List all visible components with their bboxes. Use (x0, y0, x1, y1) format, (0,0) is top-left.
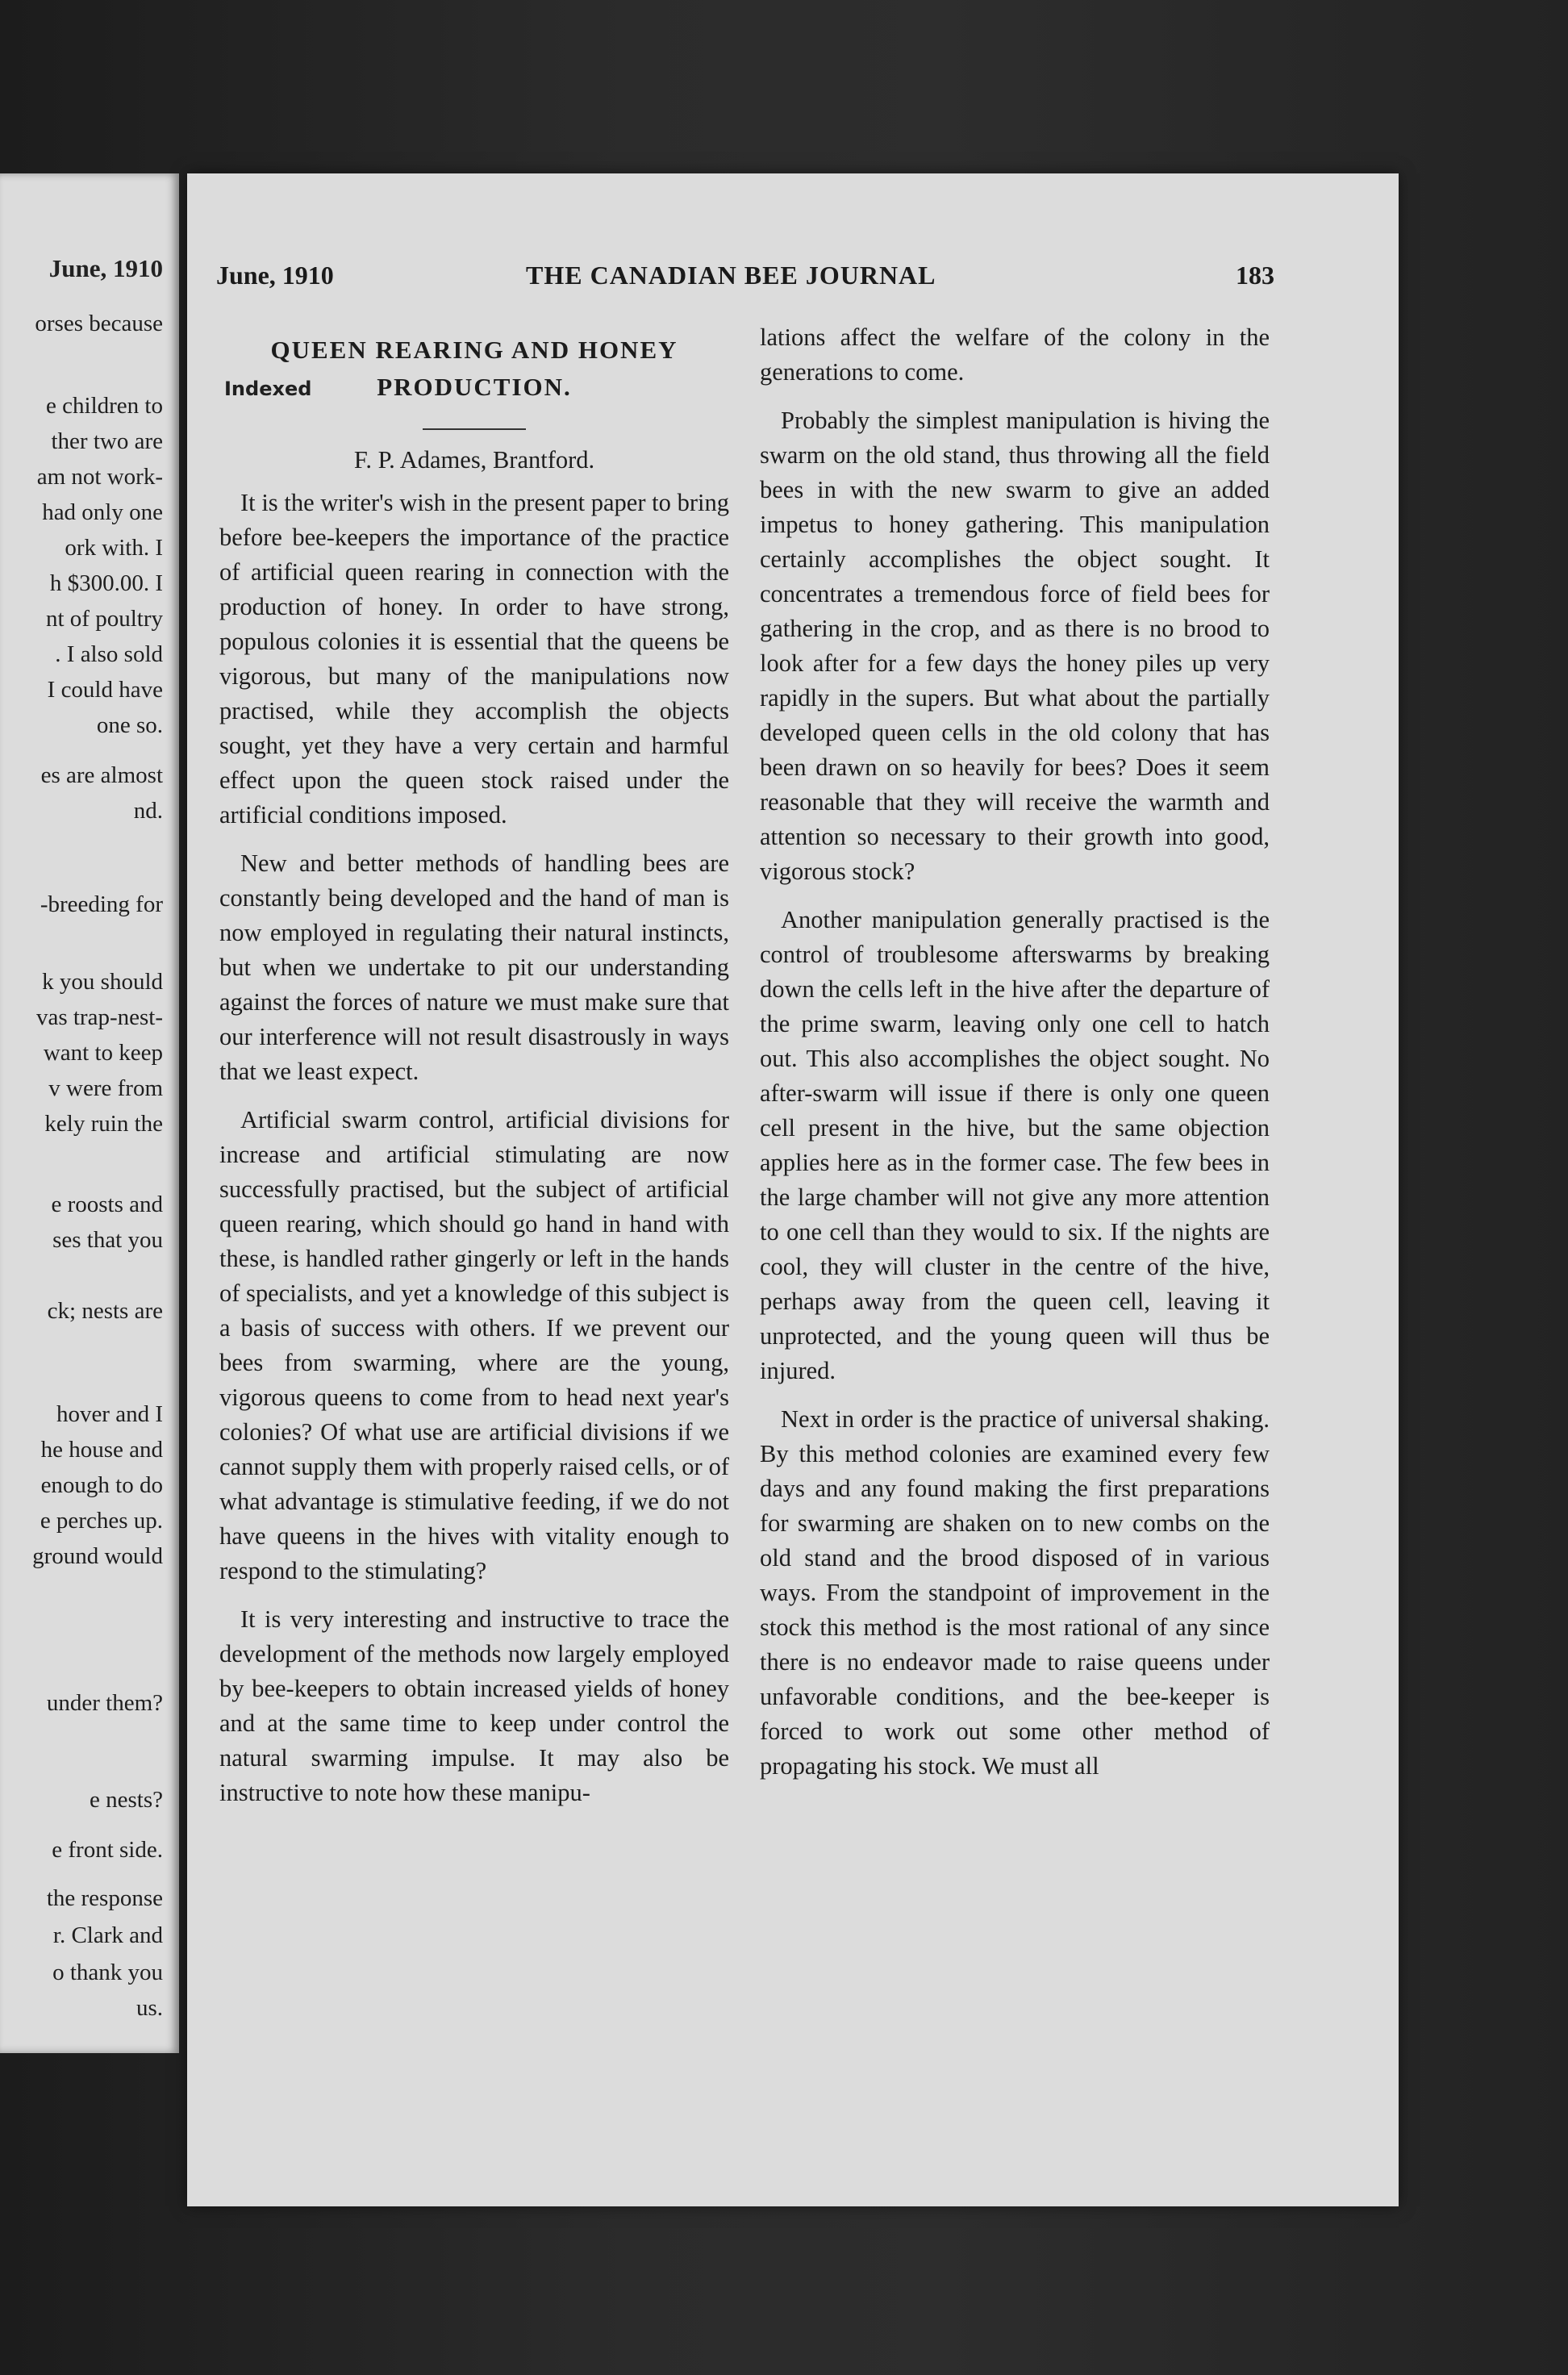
paragraph: New and better methods of handling bees are constantly being developed and the hand of man is now employed in regulating their natural instincts, but when we undertake to pit our understanding against the forces of nature we must make sure that our interference will not result disastrously in ways that we least expect. (219, 849, 729, 1085)
paragraph: It is the writer's wish in the present paper to bring before bee-keepers the importance of the practice of artificial queen rearing in connection with the production of honey. In order to have strong, populous colonies it is essential that the queens be vigorous, but many of the manipulations now practised, while they accomplish the objects sought, yet they have a very certain and harmful effect upon the queen stock raised under the artificial conditions imposed. (219, 489, 729, 829)
page-number: 183 (1236, 261, 1274, 290)
previous-page-line: ground would (32, 1543, 163, 1569)
previous-page-line: kely ruin the (44, 1111, 163, 1137)
running-head-date: June, 1910 (216, 261, 334, 290)
previous-page-line: hover and I (56, 1401, 163, 1427)
previous-page-header: June, 1910 (48, 254, 163, 282)
previous-page-line: e nests? (90, 1787, 163, 1813)
article-title-text: QUEEN REARING AND HONEY PRODUCTION. (270, 336, 678, 401)
title-rule (423, 428, 526, 430)
indexed-stamp: Indexed (224, 378, 312, 400)
previous-page-line: ork with. I (65, 535, 163, 561)
previous-page-line: nd. (133, 798, 163, 824)
paragraph: Next in order is the practice of universal shaking. By this method colonies are examined every few days and any found making the first preparations for swarming are shaken on to new combs on the old stand and the brood disposed of in various ways. From the standpoint of improvement in the stock this method is the most rational of any since there is no endeavor made to raise queens under unfavorable conditions, and the bee-keeper is forced to work out some other method of propagating his stock. We must all (760, 1405, 1270, 1780)
paragraph: It is very interesting and instructive to trace the development of the methods now largely employed by bee-keepers to obtain increased yields of honey and at the same time to keep under control the natural swarming impulse. It may also be instructive to note how these manipu- (219, 1605, 729, 1806)
previous-page-line: orses because (35, 311, 163, 336)
previous-page-line: h $300.00. I (49, 570, 163, 596)
previous-page-line: one so. (96, 712, 163, 738)
previous-page-line: ck; nests are (47, 1298, 163, 1324)
paragraph: Probably the simplest manipulation is hiving the swarm on the old stand, thus throwing all the field bees in with the new swarm to give an added impetus to honey gathering. This manipulation certainly accomplishes the object sought. It concentrates a tremendous force of field bees for gathering in the crop, and as there is no brood to look after for a few days the honey piles up very rapidly in the supers. But what about the partially developed queen cells in the old colony that has been drawn on so heavily for bees? Does it seem reasonable that they will receive the warmth and attention so necessary to their growth into good, vigorous stock? (760, 407, 1270, 885)
previous-page-line: had only one (42, 499, 163, 525)
previous-page-line: enough to do (40, 1472, 163, 1498)
paragraph: lations affect the welfare of the colony in the generations to come. (760, 323, 1270, 386)
byline: F. P. Adames, Brantford. (353, 446, 595, 474)
previous-page-line: ther two are (51, 428, 163, 454)
running-head (187, 261, 1399, 296)
paragraph: Another manipulation generally practised is the control of troublesome afterswarms by breaking down the cells left in the hive after the departure of the prime swarm, leaving only one cell to hatch out. This also accomplishes the object sought. No after-swarm will issue if there is only one queen cell present in the hive, but the same objection applies here as in the former case. The few bees in the large chamber will not give any more attention to one cell than they would to six. If the nights are cool, they will cluster in the centre of the hive, perhaps away from the queen cell, leaving it unprotected, and the young queen will thus be injured. (760, 906, 1270, 1384)
previous-page-line: vas trap-nest- (35, 1004, 163, 1030)
previous-page-line: e roosts and (51, 1192, 163, 1217)
previous-page-line: want to keep (43, 1040, 163, 1066)
previous-page-line: -breeding for (40, 891, 163, 917)
previous-page-line: e front side. (52, 1837, 163, 1863)
previous-page-line: es are almost (40, 762, 163, 788)
previous-page-strip (0, 173, 179, 2053)
left-column (219, 320, 729, 2055)
journal-page (187, 173, 1399, 2206)
previous-page-line: he house and (40, 1437, 163, 1463)
previous-page-line: . I also sold (55, 641, 163, 667)
previous-page-line: ses that you (52, 1227, 163, 1253)
previous-page-line: I could have (47, 677, 163, 703)
previous-page-line: the response (46, 1885, 163, 1911)
paragraph: Artificial swarm control, artificial divisions for increase and artificial stimulating are now successfully practised, but the subject of artificial queen rearing, which should go hand in hand with these, is handled rather gingerly or left in the hands of specialists, and yet a knowledge of this subject is a basis of success with others. If we prevent our bees from swarming, where are the young, vigorous queens to come from to head next year's colonies? Of what use are artificial divisions if we cannot supply them with properly raised cells, or of what advantage is stimulative feeding, if we do not have queens in the hives with vitality enough to respond to the stimulating? (219, 1106, 729, 1584)
previous-page-line: v were from (48, 1075, 163, 1101)
previous-page-line: e children to (46, 393, 163, 419)
previous-page-line: us. (136, 1995, 163, 2021)
previous-page-line: e perches up. (40, 1508, 163, 1534)
previous-page-line: am not work- (36, 464, 163, 490)
previous-page-line: k you should (42, 969, 163, 995)
article-title (219, 332, 729, 406)
previous-page-line: r. Clark and (52, 1922, 163, 1948)
journal-title: THE CANADIAN BEE JOURNAL (526, 261, 936, 290)
previous-page-line: under them? (46, 1690, 163, 1716)
previous-page-line: o thank you (52, 1960, 163, 1985)
right-column (760, 320, 1270, 2055)
previous-page-line: nt of poultry (46, 606, 163, 632)
